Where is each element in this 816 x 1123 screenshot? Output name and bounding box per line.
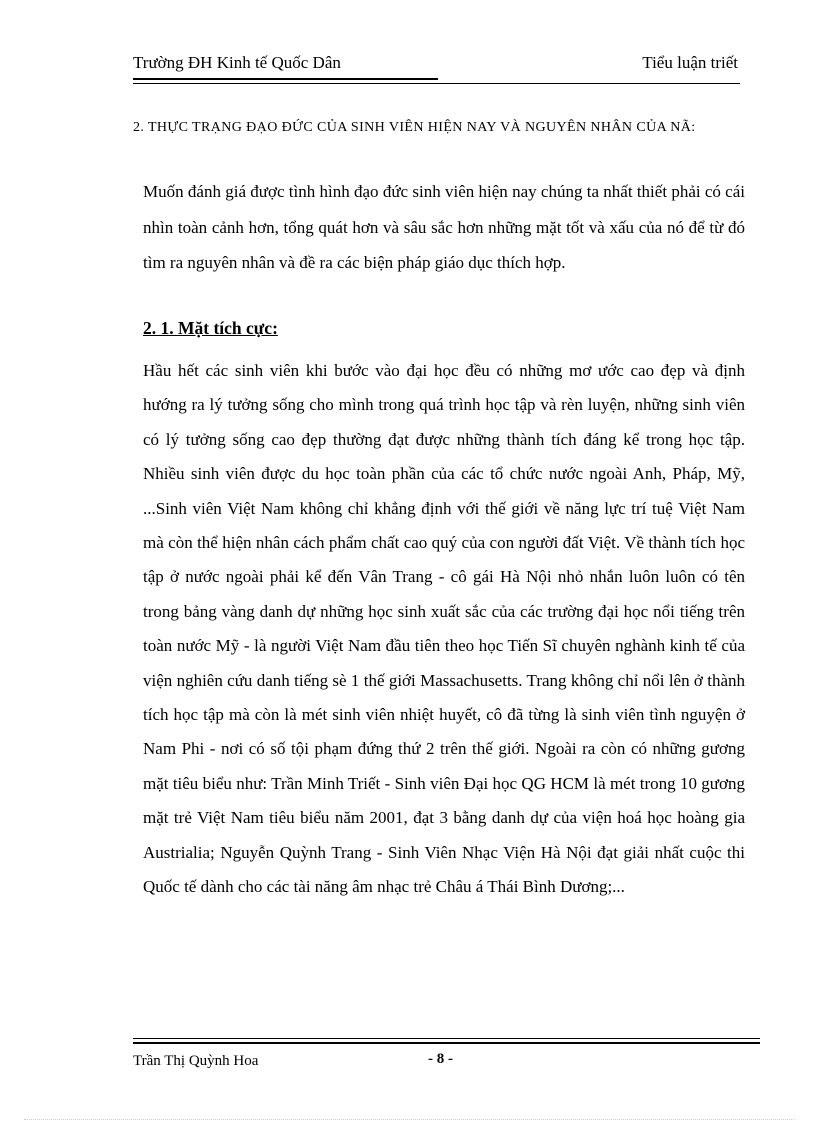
body-paragraph: Hầu hết các sinh viên khi bước vào đại học đều có những mơ ước cao đẹp và định hướng ra lý tưởng sống cho mình trong quá trình học tập và rèn luyện, những sinh viên có lý tưởng sống cao đẹp thường đạt được những thành tích đáng kể trong học tập. Nhiều sinh viên được du học toàn phần của các tổ chức nước ngoài Anh, Pháp, Mỹ, ...Sinh viên Việt Nam không chỉ khẳng định với thế giới về năng lực trí tuệ Việt Nam mà còn thể hiện nhân cách phẩm chất cao quý của con người đất Việt. Về thành tích học tập ở nước ngoài phải kể đến Vân Trang - cô gái Hà Nội nhỏ nhắn luôn luôn có tên trong bảng vàng danh dự những học sinh xuất sắc của các trường đại học nổi tiếng trên toàn nước Mỹ - là người Việt Nam đầu tiên theo học Tiến Sĩ chuyên nghành kinh tế của viện nghiên cứu danh tiếng sè 1 thế giới Massachusetts. Trang không chỉ nổi lên ở thành tích học tập mà còn là mét sinh viên nhiệt huyết, cô đã từng là sinh viên tình nguyện ở Nam Phi - nơi có số tội phạm đứng thứ 2 trên thế giới. Ngoài ra còn có những gương mặt tiêu biểu như: Trần Minh Triết - Sinh viên Đại học QG HCM là mét trong 10 gương mặt trẻ Việt Nam tiêu biểu năm 2001, đạt 3 bằng danh dự của viện hoá học hoàng gia Austrialia; Nguyễn Quỳnh Trang - Sinh Viên Nhạc Viện Hà Nội đạt giải nhất cuộc thi Quốc tế dành cho các tài năng âm nhạc trẻ Châu á Thái Bình Dương;...: [143, 361, 745, 897]
intro-paragraph: Muốn đánh giá được tình hình đạo đức sinh viên hiện nay chúng ta nhất thiết phải có cái nhìn toàn cảnh hơn, tổng quát hơn và sâu sắc hơn những mặt tốt và xấu của nó để từ đó tìm ra nguyên nhân và đề ra các biện pháp giáo dục thích hợp.: [143, 182, 745, 272]
section-heading: 2. THỰC TRẠNG ĐẠO ĐỨC CỦA SINH VIÊN HIỆN NAY VÀ NGUYÊN NHÂN CỦA NÃ:: [133, 120, 696, 135]
header-school-name: Trường ĐH Kinh tế Quốc Dân: [133, 53, 341, 72]
header-rule-thick: [133, 78, 438, 80]
header-document-type: Tiểu luận triết: [642, 53, 738, 72]
footer-author: Trần Thị Quỳnh Hoa: [133, 1053, 259, 1069]
footer-rule-thin: [133, 1038, 760, 1039]
page-bottom-edge: [24, 1119, 794, 1120]
header-rule-thin: [133, 83, 740, 84]
subheading-positive-side: 2. 1. Mặt tích cực:: [143, 318, 278, 338]
footer-rule-thick: [133, 1042, 760, 1044]
footer-page-number: - 8 -: [428, 1051, 453, 1067]
